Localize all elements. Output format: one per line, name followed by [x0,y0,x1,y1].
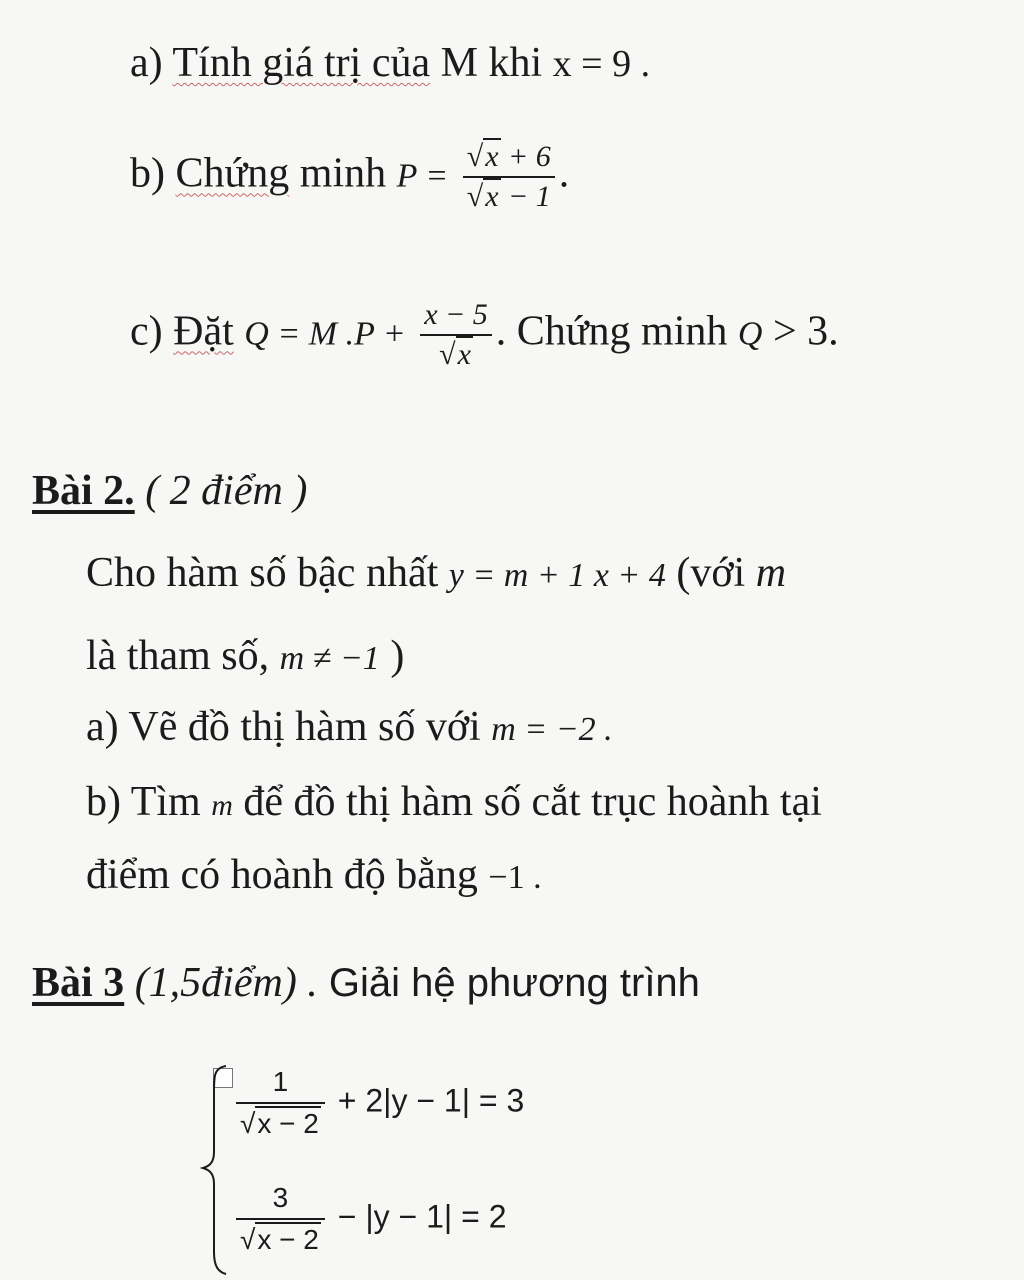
formula-p-fraction: $\frac{√x + 6}{√x - 1}$ [463,142,555,212]
equation-2: $\frac{3}{√x - 2}$ − |y − 1| = 2 [232,1182,506,1256]
bai2-line2: là tham số, m ≠ −1 ) [86,633,405,679]
bai2-function: y = m + 1 x + 4 [448,557,666,594]
formula-q-fraction: $\frac{x - 5}{√x}$ [420,300,492,370]
bai2-heading: Bài 2. ( 2 điểm ) [32,468,308,514]
item-a-text: Tính giá trị của [172,40,431,86]
equation-1: $\frac{1}{√x - 2}$ + 2|y − 1| = 3 [232,1066,524,1140]
item-b: b) Chứng minh P = $\frac{√x + 6}{√x - 1}$ . [130,140,570,213]
formula-q-lhs: Q = M .P + [244,315,406,353]
item-c: c) Đặt Q = M .P + $\frac{x - 5}{√x}$ . Chứng minh Q > 3. [130,298,839,371]
bai3-heading: Bài 3 (1,5điểm) . Giải hệ phương trình [32,960,700,1006]
bai2-part-b: b) Tìm m để đồ thị hàm số cắt trục hoành tại [86,779,822,825]
formula-p-lhs: P = [396,157,449,195]
item-a: a) Tính giá trị của M khi x = 9 . [130,40,651,86]
equation-system [200,1062,620,1277]
bai2-intro: Cho hàm số bậc nhất y = m + 1 x + 4 (với m [86,550,787,596]
left-brace-icon [200,1062,230,1277]
item-a-expr: x = 9 . [552,43,651,85]
bai2-part-a: a) Vẽ đồ thị hàm số với m = −2 . [86,704,613,750]
bai2-part-b-line2: điểm có hoành độ bằng −1 . [86,852,542,898]
